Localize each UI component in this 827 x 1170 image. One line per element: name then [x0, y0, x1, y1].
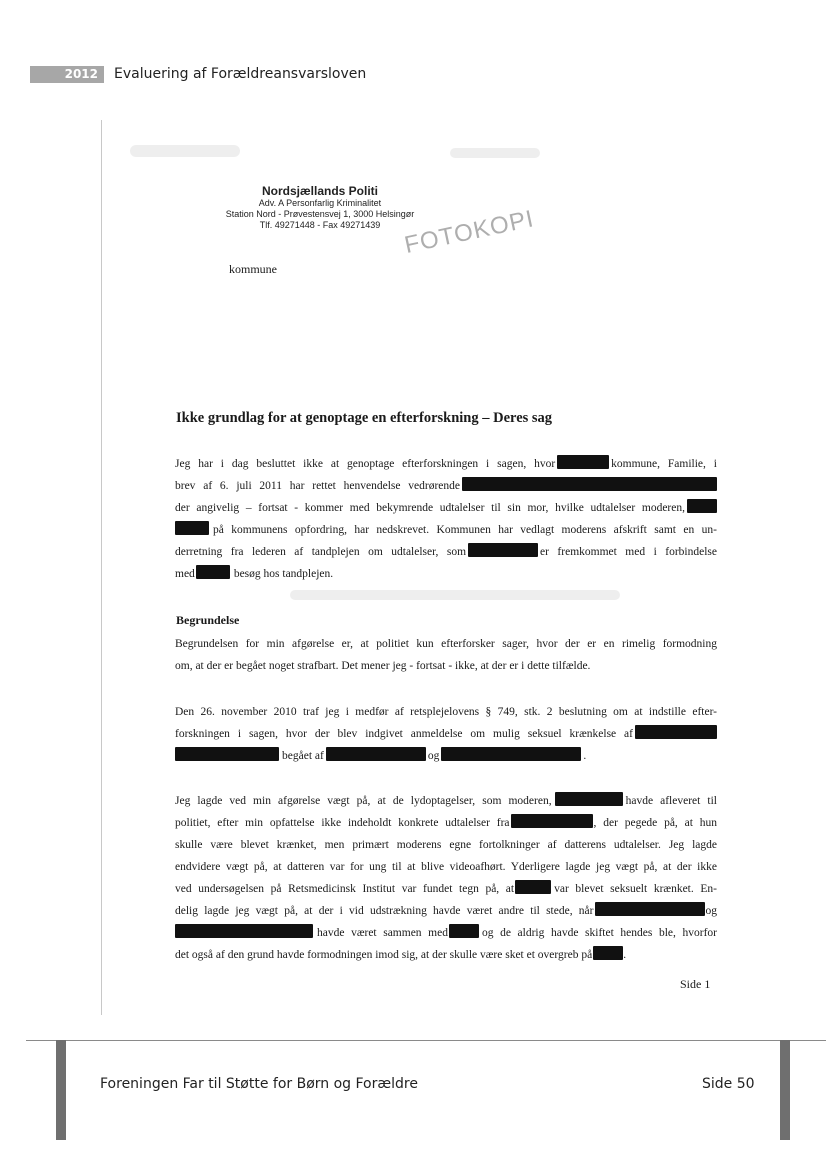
header-title: Evaluering af Forældreansvarsloven: [114, 66, 367, 82]
redaction: [593, 946, 623, 960]
footer-page-number: Side 50: [702, 1076, 755, 1092]
margin-line: [101, 120, 102, 1015]
section-heading-begrundelse: Begrundelse: [176, 613, 240, 627]
redaction: [635, 725, 717, 739]
redaction: [441, 747, 581, 761]
letterhead-dept: Adv. A Personfarlig Kriminalitet: [258, 198, 382, 208]
paragraph-4: [175, 790, 717, 966]
text-line: der angivelig – fortsat - kommer med bekymrende udtalelser til sin mor, hvilke udtalelser moderen,: [175, 497, 717, 519]
text-line: det også af den grund havde formodningen imod sig, at der skulle være sket et overgreb på .: [175, 944, 717, 966]
redaction: [462, 477, 717, 491]
redaction: [196, 565, 230, 579]
redaction: [326, 747, 426, 761]
text-line: med besøg hos tandplejen.: [175, 563, 717, 585]
text-line: brev af 6. juli 2011 har rettet henvendelse vedrørende: [175, 475, 717, 497]
paragraph-1: [175, 453, 717, 585]
redaction: [175, 747, 279, 761]
text-line: delig lagde jeg vægt på, at der i vid udstrækning havde været andre til stede, når og: [175, 900, 717, 922]
letterhead-address: Station Nord - Prøvestensvej 1, 3000 Helsingør: [225, 209, 415, 219]
scan-smudge: [450, 148, 540, 158]
text-line: Jeg har i dag besluttet ikke at genoptage efterforskningen i sagen, hvor kommune, Familie, i: [175, 453, 717, 475]
text-line: havde været sammen med og de aldrig havde skiftet hendes ble, hvorfor: [175, 922, 717, 944]
text-line: derretning fra lederen af tandplejen om udtalelser, som er fremkommet med i forbindelse: [175, 541, 717, 563]
letterhead: [170, 184, 470, 231]
text-line: på kommunens opfordring, har nedskrevet. Kommunen har vedlagt moderens afskrift samt en un-: [175, 519, 717, 541]
recipient: kommune: [229, 262, 277, 276]
redaction: [511, 814, 593, 828]
footer-bar-left: [56, 1040, 66, 1140]
text-line: skulle være blevet krænket, men primært moderens egne fortolkninger af datterens udtalelser. Jeg lagde: [175, 839, 717, 851]
text-line: begået af og .: [175, 745, 717, 767]
text-line: politiet, efter min opfattelse ikke indeholdt konkrete udtalelser fra , der pegede på, at hun: [175, 812, 717, 834]
redaction: [687, 499, 717, 513]
fotokopi-stamp: FOTOKOPI: [402, 205, 537, 260]
text-line: forskningen i sagen, hvor der blev indgivet anmeldelse om mulig seksuel krænkelse af: [175, 723, 717, 745]
text-line: Den 26. november 2010 traf jeg i medfør af retsplejelovens § 749, stk. 2 beslutning om at indstille efter-: [175, 706, 717, 718]
paragraph-2: [175, 633, 717, 677]
redaction: [175, 924, 313, 938]
footer-bar-right: [780, 1040, 790, 1140]
redaction: [468, 543, 538, 557]
letter-page-number: Side 1: [680, 977, 711, 991]
redaction: [515, 880, 551, 894]
redaction: [175, 521, 209, 535]
letterhead-phone: Tlf. 49271448 - Fax 49271439: [259, 220, 381, 230]
text-line: Begrundelsen for min afgørelse er, at politiet kun efterforsker sager, hvor der er en rimelig formodning: [175, 638, 717, 650]
footer-organization: Foreningen Far til Støtte for Børn og Forældre: [100, 1076, 418, 1092]
text-line: ved undersøgelsen på Retsmedicinsk Institut var fundet tegn på, at var blevet seksuelt krænket. En-: [175, 878, 717, 900]
text-line: Jeg lagde ved min afgørelse vægt på, at de lydoptagelser, som moderen, havde afleveret til: [175, 790, 717, 812]
letterhead-org: Nordsjællands Politi: [261, 184, 378, 198]
text-line: endvidere vægt på, at datteren var for ung til at blive videoafhørt. Yderligere lagde jeg vægt på, at der ikke: [175, 861, 717, 873]
footer-rule: [26, 1040, 826, 1041]
text-line: om, at der er begået noget strafbart. Det mener jeg - fortsat - ikke, at der er i dette tilfælde.: [175, 660, 591, 672]
header-year-badge: 2012: [30, 66, 104, 83]
letter-heading: Ikke grundlag for at genoptage en efterforskning – Deres sag: [176, 410, 553, 426]
redaction: [595, 902, 705, 916]
redaction: [555, 792, 623, 806]
scan-smudge: [130, 145, 240, 157]
redaction: [449, 924, 479, 938]
redaction: [557, 455, 609, 469]
paragraph-3: [175, 701, 717, 767]
scan-smudge: [290, 590, 620, 600]
